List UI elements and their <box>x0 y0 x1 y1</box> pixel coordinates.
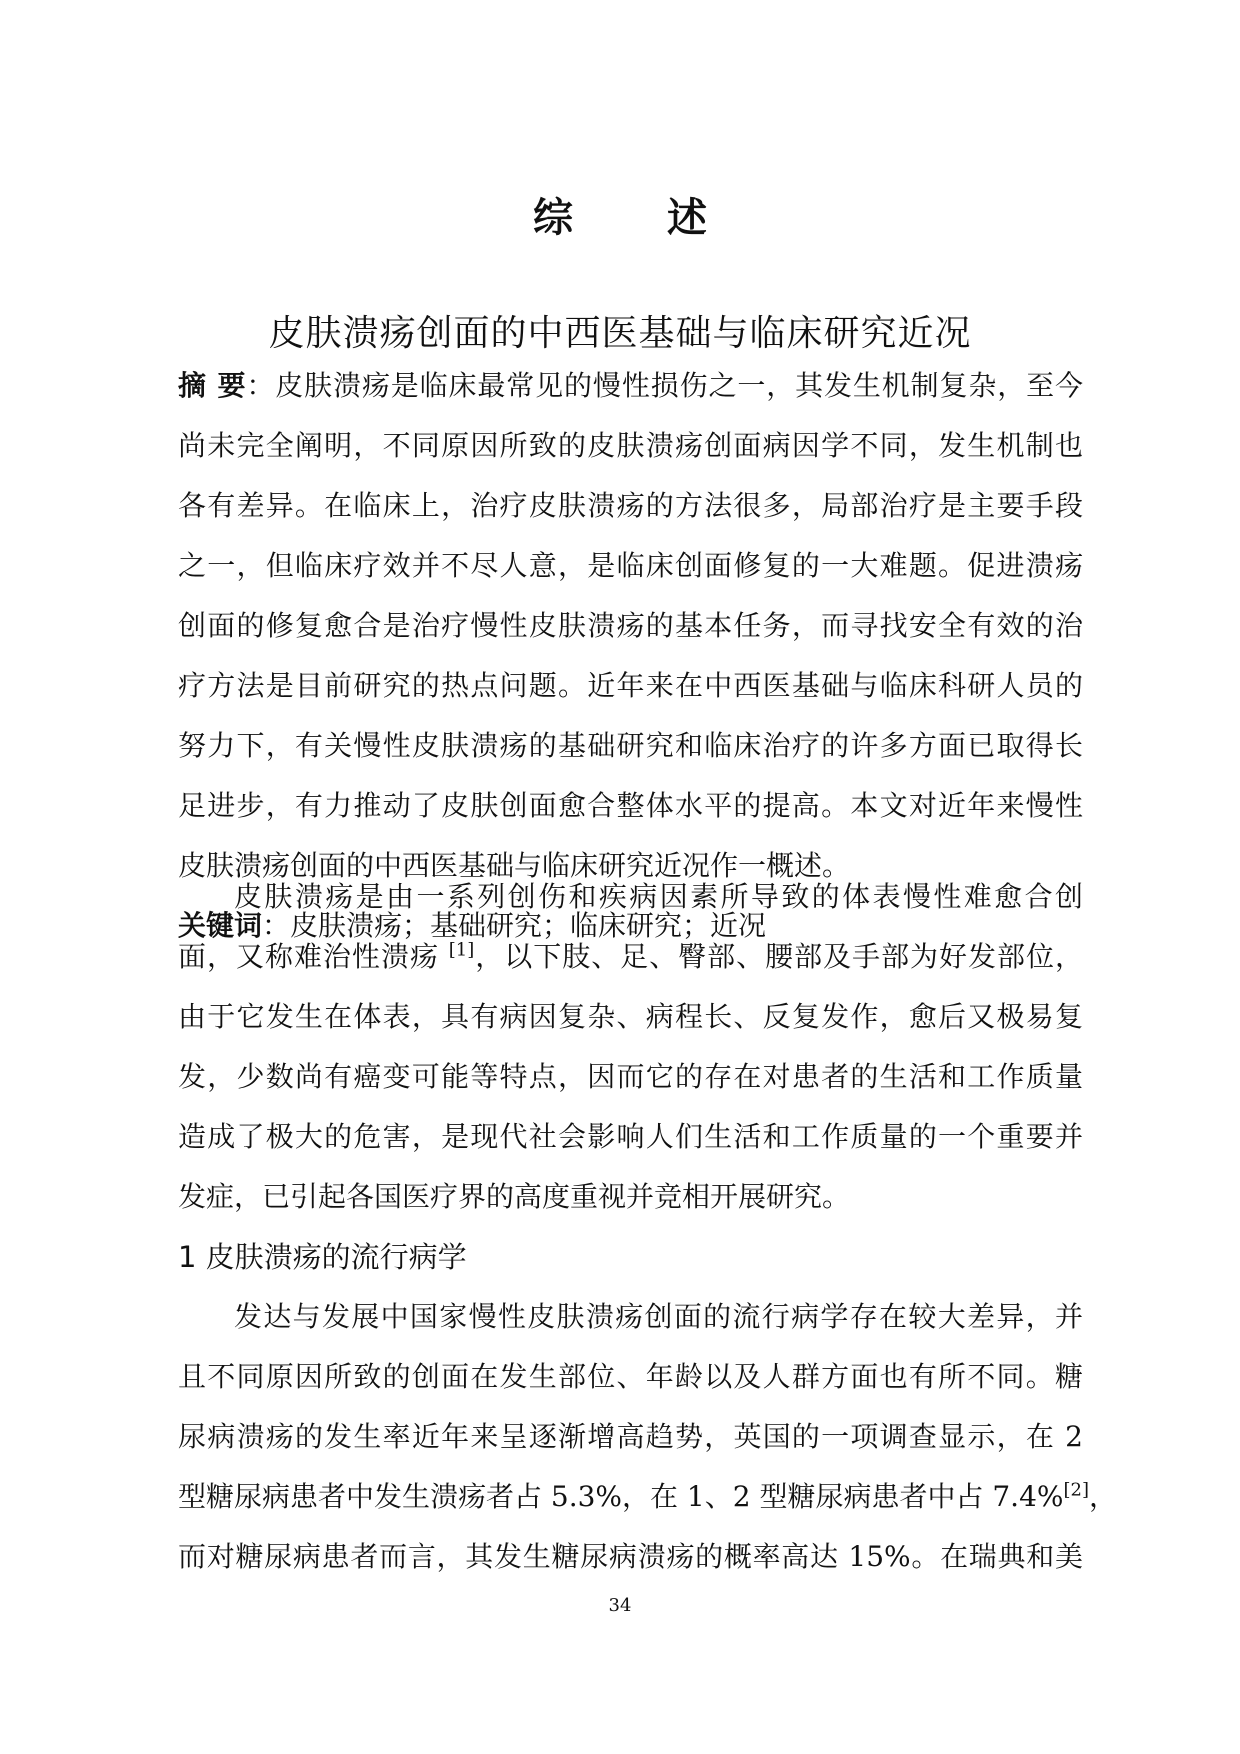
abstract-text: ：皮肤溃疡是临床最常见的慢性损伤之一，其发生机制复杂，至今 <box>246 369 1083 402</box>
abstract <box>178 356 1083 956</box>
abstract-line: 各有差异。在临床上，治疗皮肤溃疡的方法很多，局部治疗是主要手段 <box>178 489 1083 522</box>
page-number: 34 <box>608 1595 632 1616</box>
paper-title: 皮肤溃疡创面的中西医基础与临床研究近况 <box>268 313 972 354</box>
section-1 <box>178 1227 1118 1587</box>
abstract-line: 努力下，有关慢性皮肤溃疡的基础研究和临床治疗的许多方面已取得长 <box>178 729 1083 762</box>
abstract-label: 摘 要 <box>178 369 247 402</box>
abstract-line: 之一，但临床疗效并不尽人意，是临床创面修复的一大难题。促进溃疡 <box>178 549 1083 582</box>
section-heading: 1 皮肤溃疡的流行病学 <box>178 1240 467 1274</box>
abstract-line: 尚未完全阐明，不同原因所致的皮肤溃疡创面病因学不同，发生机制也 <box>178 429 1083 462</box>
paragraph-line: 发，少数尚有癌变可能等特点，因而它的存在对患者的生活和工作质量 <box>178 1060 1083 1093</box>
paragraph-line: 且不同原因所致的创面在发生部位、年龄以及人群方面也有所不同。糖 <box>178 1360 1083 1393</box>
intro-paragraph <box>178 867 1083 1227</box>
paragraph-line: 发达与发展中国家慢性皮肤溃疡创面的流行病学存在较大差异，并 <box>234 1300 1083 1333</box>
abstract-line: 疗方法是目前研究的热点问题。近年来在中西医基础与临床科研人员的 <box>178 669 1083 702</box>
paragraph-line: 而对糖尿病患者而言，其发生糖尿病溃疡的概率高达 15%。在瑞典和美 <box>178 1540 1083 1573</box>
paragraph-line: 尿病溃疡的发生率近年来呈逐渐增高趋势，英国的一项调查显示，在 2 <box>178 1420 1083 1453</box>
paragraph-line: 型糖尿病患者中发生溃疡者占 5.3%，在 1、2 型糖尿病患者中占 7.4%[2]， <box>178 1479 1118 1513</box>
paragraph-line: 面，又称难治性溃疡 [1]，以下肢、足、臀部、腰部及手部为好发部位， <box>178 939 1083 973</box>
citation-ref: [2] <box>1063 1479 1090 1501</box>
abstract-line <box>178 356 1083 416</box>
keywords-text: ：皮肤溃疡；基础研究；临床研究；近况 <box>262 909 767 942</box>
abstract-line: 足进步，有力推动了皮肤创面愈合整体水平的提高。本文对近年来慢性 <box>178 789 1083 822</box>
paragraph-line: 造成了极大的危害，是现代社会影响人们生活和工作质量的一个重要并 <box>178 1120 1083 1153</box>
citation-ref: [1] <box>448 939 475 961</box>
paragraph-line: 皮肤溃疡是由一系列创伤和疾病因素所导致的体表慢性难愈合创 <box>234 880 1083 913</box>
section-title: 综 述 <box>533 195 747 241</box>
abstract-line: 创面的修复愈合是治疗慢性皮肤溃疡的基本任务，而寻找安全有效的治 <box>178 609 1083 642</box>
keywords-label: 关键词 <box>178 909 263 942</box>
paragraph-line: 发症，已引起各国医疗界的高度重视并竞相开展研究。 <box>178 1180 851 1213</box>
paragraph-line: 由于它发生在体表，具有病因复杂、病程长、反复发作，愈后又极易复 <box>178 1000 1083 1033</box>
abstract-line: 皮肤溃疡创面的中西医基础与临床研究近况作一概述。 <box>178 849 851 882</box>
